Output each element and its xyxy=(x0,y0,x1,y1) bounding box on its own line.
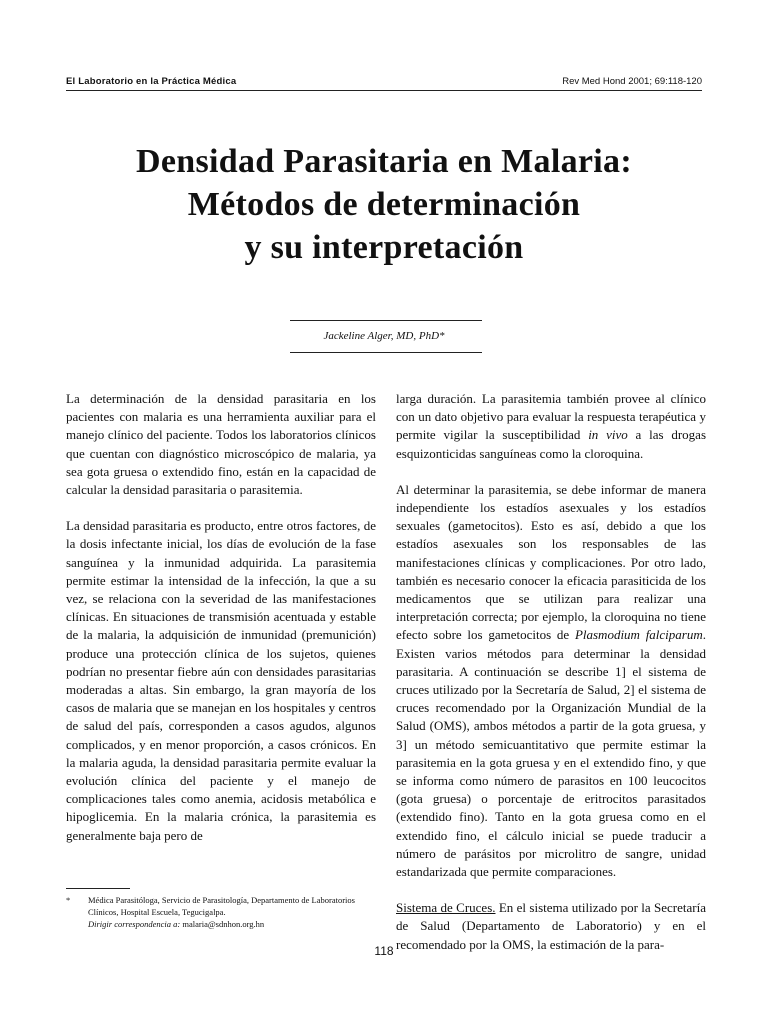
author-rule-top xyxy=(290,320,482,321)
text-run: larga duración. La parasitemia también provee al clínico con un dato objetivo para evaluar la respuesta terapéutica y permite vigilar la susceptibilidad xyxy=(396,391,706,443)
footnote-affiliation: Médica Parasitóloga, Servicio de Parasitología, Departamento de Laboratorios Clínicos, Hospital Escuela, Tegucigalpa. xyxy=(88,895,355,917)
left-column xyxy=(66,390,376,863)
text-run: a las drogas esquizonticidas sanguíneas como la cloroquina. xyxy=(396,427,706,461)
text-run: Al determinar la parasitemia, se debe informar de manera independiente los estadíos asexuales y los estadíos sexuales (gametocitos). Esto es así, debido a que los estadíos asexuales son los responsables de las manifestaciones clínicas y complicaciones. Por otro lado, también es necesario conocer la eficacia parasiticida de los medicamentos que se utilizan para realizar una interpretación correcta; por ejemplo, la cloroquina no tiene efecto sobre los gametocitos de xyxy=(396,481,706,643)
footnote xyxy=(66,894,376,930)
running-header-citation: Rev Med Hond 2001; 69:118-120 xyxy=(562,76,702,87)
paragraph xyxy=(396,390,706,463)
text-run: En el sistema utilizado por la Secretaría de Salud (Departamento de Laboratorio) y en el recomendado por la OMS, la estimación de la para- xyxy=(396,900,706,952)
page-number: 118 xyxy=(374,944,394,958)
title-line: Densidad Parasitaria en Malaria: xyxy=(136,143,632,180)
section-heading: Sistema de Cruces. xyxy=(396,900,496,916)
author-line: Jackeline Alger, MD, PhD* xyxy=(323,330,445,342)
author-rule-bottom xyxy=(290,352,482,353)
footnote-contact-label: Dirigir correspondencia a: xyxy=(88,919,181,929)
paragraph: La determinación de la densidad parasitaria en los pacientes con malaria es una herramienta auxiliar para el manejo clínico del paciente. Todos los laboratorios clínicos que cuentan con diagnóstico microscópico de malaria, ya sea gota gruesa o extendido fino, están en la capacidad de calcular la densidad parasitaria o parasitemia. xyxy=(66,391,376,498)
text-run: . Existen varios métodos para determinar la densidad parasitaria. A continuación se describe 1] el sistema de cruces utilizado por la Secretaría de Salud, 2] el sistema de cruces recomendado por la Organización Mundial de la Salud (OMS), ambos métodos a partir de la gota gruesa, y 3] un método semicuantitativo que permite estimar la parasitemia en la gota gruesa y en el extendido fino, y que se informa como número de parasitos en 100 leucocitos (gota gruesa) o porcentaje de eritrocitos parasitados (extendido fino). Tanto en la gota gruesa como en el extendido fino, el cálculo inicial se puede traducir a número de parásitos por microlitro de sangre, unidad estandarizada que permite comparaciones. xyxy=(396,627,706,880)
right-column xyxy=(396,390,706,972)
footnote-rule xyxy=(66,888,130,889)
paragraph: La densidad parasitaria es producto, entre otros factores, de la dosis infectante inicial, los días de evolución de la fase sanguínea y la inmunidad adquirida. La parasitemia permite estimar la intensidad de la infección, la que a su vez, se relaciona con la severidad de las manifestaciones clínicas. En situaciones de transmisión acentuada y estable de la malaria, la adquisición de inmunidad (premunición) produce una protección clínica de los sujetos, quienes podrían no presentar fiebre aún con densidades parasitarias moderadas a altas. Sin embargo, la gran mayoría de los casos de malaria que se manejan en los hospitales y centros de salud del país, corresponden a casos agudos, algunos complicados, y en menor proporción, a casos crónicos. En la malaria aguda, la densidad parasitaria permite evaluar la evolución clínica del paciente y el manejo de complicaciones tales como anemia, acidosis metabólica e hipoglicemia. En la malaria crónica, la parasitemia es generalmente baja pero de xyxy=(66,518,376,843)
header-rule xyxy=(66,90,702,91)
running-header-section: El Laboratorio en la Práctica Médica xyxy=(66,76,237,87)
paragraph xyxy=(396,481,706,881)
title-line: Métodos de determinación xyxy=(187,186,581,223)
title-line: y su interpretación xyxy=(244,229,524,266)
article-title xyxy=(66,140,702,269)
footnote-email: malaria@sdnhon.org.hn xyxy=(180,919,265,929)
italic-term: Plasmodium falciparum xyxy=(574,627,703,643)
italic-term: in vivo xyxy=(588,427,628,443)
footnote-mark: * xyxy=(66,895,71,905)
footnote-contact xyxy=(88,918,376,930)
